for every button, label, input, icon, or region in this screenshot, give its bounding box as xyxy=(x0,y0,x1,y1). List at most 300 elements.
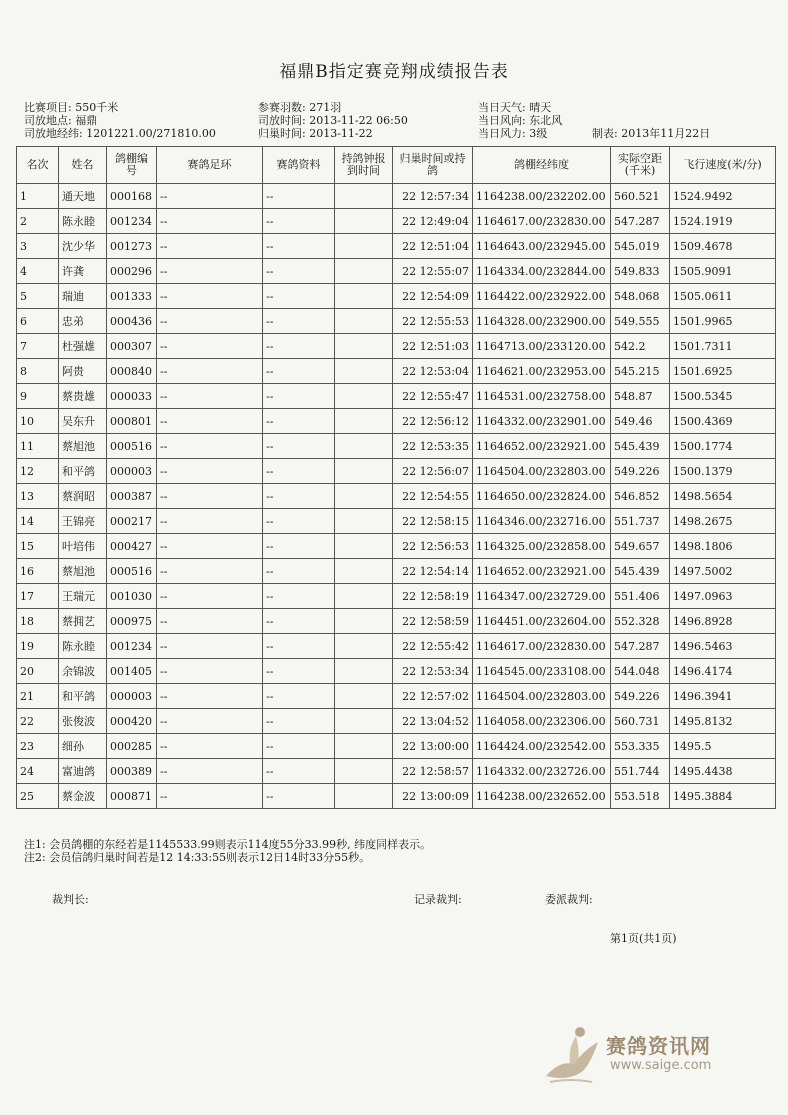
cell-clock-time xyxy=(335,559,393,584)
cell-coordinates: 1164422.00/232922.00 xyxy=(473,284,611,309)
cell-pigeon-data: -- xyxy=(263,459,335,484)
table-row xyxy=(17,209,776,234)
race-info-col1 xyxy=(24,101,216,140)
cell-ring: -- xyxy=(157,284,263,309)
cell-ring: -- xyxy=(157,584,263,609)
cell-loft-id: 000285 xyxy=(107,734,157,759)
cell-loft-id: 001234 xyxy=(107,209,157,234)
cell-rank: 19 xyxy=(17,634,59,659)
notes xyxy=(24,838,431,864)
cell-clock-time xyxy=(335,659,393,684)
header-distance: 实际空距(千米) xyxy=(611,147,670,184)
appointed-referee-label: 委派裁判: xyxy=(545,893,593,906)
cell-name: 杜强雄 xyxy=(59,334,107,359)
cell-pigeon-data: -- xyxy=(263,484,335,509)
cell-rank: 9 xyxy=(17,384,59,409)
cell-return-time: 22 12:58:57 xyxy=(393,759,473,784)
cell-ring: -- xyxy=(157,709,263,734)
cell-rank: 7 xyxy=(17,334,59,359)
cell-clock-time xyxy=(335,209,393,234)
cell-loft-id: 000003 xyxy=(107,684,157,709)
cell-clock-time xyxy=(335,534,393,559)
cell-rank: 15 xyxy=(17,534,59,559)
watermark-text: 赛鸽资讯网 xyxy=(606,1034,711,1058)
cell-pigeon-data: -- xyxy=(263,584,335,609)
cell-name: 细孙 xyxy=(59,734,107,759)
cell-speed: 1524.9492 xyxy=(670,184,776,209)
cell-pigeon-data: -- xyxy=(263,434,335,459)
cell-speed: 1501.7311 xyxy=(670,334,776,359)
cell-distance: 545.215 xyxy=(611,359,670,384)
cell-ring: -- xyxy=(157,659,263,684)
cell-loft-id: 001234 xyxy=(107,634,157,659)
cell-speed: 1496.4174 xyxy=(670,659,776,684)
cell-speed: 1500.4369 xyxy=(670,409,776,434)
cell-coordinates: 1164617.00/232830.00 xyxy=(473,634,611,659)
cell-ring: -- xyxy=(157,534,263,559)
cell-pigeon-data: -- xyxy=(263,709,335,734)
cell-loft-id: 000801 xyxy=(107,409,157,434)
cell-name: 许龚 xyxy=(59,259,107,284)
cell-coordinates: 1164451.00/232604.00 xyxy=(473,609,611,634)
cell-clock-time xyxy=(335,334,393,359)
cell-return-time: 22 12:55:47 xyxy=(393,384,473,409)
cell-loft-id: 000840 xyxy=(107,359,157,384)
return-date: 归巢时间: 2013-11-22 xyxy=(258,127,373,140)
cell-speed: 1495.4438 xyxy=(670,759,776,784)
cell-return-time: 22 13:04:52 xyxy=(393,709,473,734)
cell-coordinates: 1164346.00/232716.00 xyxy=(473,509,611,534)
cell-speed: 1497.5002 xyxy=(670,559,776,584)
cell-coordinates: 1164621.00/232953.00 xyxy=(473,359,611,384)
cell-loft-id: 001333 xyxy=(107,284,157,309)
cell-name: 蔡润昭 xyxy=(59,484,107,509)
cell-return-time: 22 12:49:04 xyxy=(393,209,473,234)
header-name: 姓名 xyxy=(59,147,107,184)
cell-ring: -- xyxy=(157,609,263,634)
cell-speed: 1495.3884 xyxy=(670,784,776,809)
cell-pigeon-data: -- xyxy=(263,759,335,784)
header-return-time: 归巢时间或持鸽 xyxy=(393,147,473,184)
cell-pigeon-data: -- xyxy=(263,659,335,684)
cell-rank: 16 xyxy=(17,559,59,584)
header-coordinates: 鸽棚经纬度 xyxy=(473,147,611,184)
cell-name: 沈少华 xyxy=(59,234,107,259)
cell-distance: 547.287 xyxy=(611,209,670,234)
cell-clock-time xyxy=(335,434,393,459)
cell-distance: 549.555 xyxy=(611,309,670,334)
cell-clock-time xyxy=(335,359,393,384)
cell-speed: 1501.9965 xyxy=(670,309,776,334)
cell-distance: 553.335 xyxy=(611,734,670,759)
cell-coordinates: 1164652.00/232921.00 xyxy=(473,559,611,584)
cell-pigeon-data: -- xyxy=(263,184,335,209)
cell-clock-time xyxy=(335,284,393,309)
cell-loft-id: 000307 xyxy=(107,334,157,359)
cell-distance: 545.019 xyxy=(611,234,670,259)
table-header-row xyxy=(17,147,776,184)
cell-pigeon-data: -- xyxy=(263,259,335,284)
cell-name: 陈永睦 xyxy=(59,209,107,234)
cell-clock-time xyxy=(335,384,393,409)
cell-name: 蔡贵雄 xyxy=(59,384,107,409)
cell-rank: 24 xyxy=(17,759,59,784)
cell-coordinates: 1164328.00/232900.00 xyxy=(473,309,611,334)
cell-clock-time xyxy=(335,584,393,609)
cell-distance: 551.744 xyxy=(611,759,670,784)
table-row xyxy=(17,309,776,334)
table-row xyxy=(17,334,776,359)
cell-pigeon-data: -- xyxy=(263,209,335,234)
cell-loft-id: 000516 xyxy=(107,434,157,459)
cell-name: 蔡旭池 xyxy=(59,434,107,459)
weather: 当日天气: 晴天 xyxy=(478,101,552,114)
cell-name: 吴东升 xyxy=(59,409,107,434)
header-pigeon-data: 赛鸽资料 xyxy=(263,147,335,184)
cell-clock-time xyxy=(335,309,393,334)
cell-distance: 548.068 xyxy=(611,284,670,309)
header-rank: 名次 xyxy=(17,147,59,184)
cell-rank: 5 xyxy=(17,284,59,309)
cell-coordinates: 1164531.00/232758.00 xyxy=(473,384,611,409)
cell-rank: 23 xyxy=(17,734,59,759)
cell-coordinates: 1164325.00/232858.00 xyxy=(473,534,611,559)
cell-distance: 544.048 xyxy=(611,659,670,684)
cell-coordinates: 1164332.00/232726.00 xyxy=(473,759,611,784)
cell-ring: -- xyxy=(157,559,263,584)
cell-coordinates: 1164504.00/232803.00 xyxy=(473,684,611,709)
cell-ring: -- xyxy=(157,734,263,759)
cell-pigeon-data: -- xyxy=(263,334,335,359)
cell-coordinates: 1164238.00/232652.00 xyxy=(473,784,611,809)
race-info-col2 xyxy=(258,101,408,140)
cell-loft-id: 000003 xyxy=(107,459,157,484)
release-coordinates: 司放地经纬: 1201221.00/271810.00 xyxy=(24,127,216,140)
cell-name: 和平鸽 xyxy=(59,684,107,709)
cell-return-time: 22 12:58:15 xyxy=(393,509,473,534)
cell-distance: 542.2 xyxy=(611,334,670,359)
table-row xyxy=(17,684,776,709)
cell-clock-time xyxy=(335,234,393,259)
cell-pigeon-data: -- xyxy=(263,559,335,584)
page-number: 第1页(共1页) xyxy=(610,932,677,945)
cell-return-time: 22 12:56:12 xyxy=(393,409,473,434)
cell-pigeon-data: -- xyxy=(263,534,335,559)
race-info-col3 xyxy=(478,101,562,140)
cell-coordinates: 1164713.00/233120.00 xyxy=(473,334,611,359)
cell-speed: 1496.8928 xyxy=(670,609,776,634)
table-row xyxy=(17,509,776,534)
cell-clock-time xyxy=(335,609,393,634)
cell-ring: -- xyxy=(157,209,263,234)
cell-clock-time xyxy=(335,734,393,759)
cell-distance: 549.226 xyxy=(611,459,670,484)
table-row xyxy=(17,484,776,509)
cell-ring: -- xyxy=(157,759,263,784)
cell-speed: 1500.1379 xyxy=(670,459,776,484)
cell-pigeon-data: -- xyxy=(263,784,335,809)
cell-name: 余锦波 xyxy=(59,659,107,684)
cell-ring: -- xyxy=(157,234,263,259)
cell-distance: 551.737 xyxy=(611,509,670,534)
cell-return-time: 22 12:58:19 xyxy=(393,584,473,609)
entry-count: 参赛羽数: 271羽 xyxy=(258,101,342,114)
cell-name: 张俊波 xyxy=(59,709,107,734)
cell-return-time: 22 12:57:34 xyxy=(393,184,473,209)
cell-return-time: 22 12:51:04 xyxy=(393,234,473,259)
cell-speed: 1495.8132 xyxy=(670,709,776,734)
cell-rank: 14 xyxy=(17,509,59,534)
table-row xyxy=(17,559,776,584)
cell-ring: -- xyxy=(157,409,263,434)
cell-distance: 545.439 xyxy=(611,434,670,459)
table-row xyxy=(17,534,776,559)
wind-force: 当日风力: 3级 xyxy=(478,127,548,140)
table-row xyxy=(17,409,776,434)
header-ring: 赛鸽足环 xyxy=(157,147,263,184)
cell-rank: 12 xyxy=(17,459,59,484)
cell-name: 通天地 xyxy=(59,184,107,209)
cell-ring: -- xyxy=(157,309,263,334)
cell-return-time: 22 12:55:07 xyxy=(393,259,473,284)
cell-loft-id: 000217 xyxy=(107,509,157,534)
cell-ring: -- xyxy=(157,184,263,209)
cell-pigeon-data: -- xyxy=(263,409,335,434)
cell-pigeon-data: -- xyxy=(263,609,335,634)
header-speed: 飞行速度(米/分) xyxy=(670,147,776,184)
cell-return-time: 22 13:00:00 xyxy=(393,734,473,759)
table-row xyxy=(17,459,776,484)
cell-clock-time xyxy=(335,509,393,534)
cell-name: 忠弟 xyxy=(59,309,107,334)
cell-return-time: 22 12:53:34 xyxy=(393,659,473,684)
release-location: 司放地点: 福鼎 xyxy=(24,114,98,127)
cell-coordinates: 1164058.00/232306.00 xyxy=(473,709,611,734)
cell-speed: 1500.1774 xyxy=(670,434,776,459)
cell-return-time: 22 12:53:35 xyxy=(393,434,473,459)
cell-loft-id: 000168 xyxy=(107,184,157,209)
cell-speed: 1505.9091 xyxy=(670,259,776,284)
cell-speed: 1498.1806 xyxy=(670,534,776,559)
cell-loft-id: 000033 xyxy=(107,384,157,409)
chief-referee-label: 裁判长: xyxy=(52,893,89,906)
page-title: 福鼎B指定赛竞翔成绩报告表 xyxy=(279,62,509,82)
cell-distance: 548.87 xyxy=(611,384,670,409)
cell-loft-id: 000436 xyxy=(107,309,157,334)
cell-ring: -- xyxy=(157,259,263,284)
cell-return-time: 22 12:54:14 xyxy=(393,559,473,584)
cell-clock-time xyxy=(335,634,393,659)
cell-clock-time xyxy=(335,484,393,509)
cell-distance: 545.439 xyxy=(611,559,670,584)
cell-pigeon-data: -- xyxy=(263,384,335,409)
table-row xyxy=(17,659,776,684)
cell-loft-id: 001405 xyxy=(107,659,157,684)
cell-speed: 1509.4678 xyxy=(670,234,776,259)
cell-rank: 3 xyxy=(17,234,59,259)
cell-return-time: 22 12:57:02 xyxy=(393,684,473,709)
cell-distance: 549.833 xyxy=(611,259,670,284)
cell-loft-id: 000427 xyxy=(107,534,157,559)
watermark xyxy=(540,1020,760,1100)
cell-pigeon-data: -- xyxy=(263,309,335,334)
cell-loft-id: 000387 xyxy=(107,484,157,509)
cell-coordinates: 1164617.00/232830.00 xyxy=(473,209,611,234)
wind-direction: 当日风向: 东北风 xyxy=(478,114,563,127)
cell-coordinates: 1164652.00/232921.00 xyxy=(473,434,611,459)
cell-name: 陈永睦 xyxy=(59,634,107,659)
cell-speed: 1501.6925 xyxy=(670,359,776,384)
cell-name: 蔡旭池 xyxy=(59,559,107,584)
cell-rank: 25 xyxy=(17,784,59,809)
cell-coordinates: 1164545.00/233108.00 xyxy=(473,659,611,684)
cell-rank: 1 xyxy=(17,184,59,209)
cell-return-time: 22 12:51:03 xyxy=(393,334,473,359)
cell-distance: 546.852 xyxy=(611,484,670,509)
table-row xyxy=(17,284,776,309)
table-row xyxy=(17,609,776,634)
table-row xyxy=(17,734,776,759)
cell-pigeon-data: -- xyxy=(263,359,335,384)
cell-rank: 17 xyxy=(17,584,59,609)
cell-coordinates: 1164334.00/232844.00 xyxy=(473,259,611,284)
cell-return-time: 22 12:58:59 xyxy=(393,609,473,634)
cell-ring: -- xyxy=(157,784,263,809)
cell-ring: -- xyxy=(157,509,263,534)
cell-clock-time xyxy=(335,684,393,709)
cell-distance: 547.287 xyxy=(611,634,670,659)
cell-clock-time xyxy=(335,759,393,784)
cell-distance: 549.657 xyxy=(611,534,670,559)
cell-coordinates: 1164643.00/232945.00 xyxy=(473,234,611,259)
cell-ring: -- xyxy=(157,484,263,509)
table-row xyxy=(17,384,776,409)
cell-speed: 1497.0963 xyxy=(670,584,776,609)
results-table xyxy=(16,146,776,809)
cell-name: 叶培伟 xyxy=(59,534,107,559)
cell-speed: 1498.5654 xyxy=(670,484,776,509)
cell-distance: 560.731 xyxy=(611,709,670,734)
cell-coordinates: 1164504.00/232803.00 xyxy=(473,459,611,484)
cell-distance: 549.46 xyxy=(611,409,670,434)
cell-clock-time xyxy=(335,784,393,809)
cell-clock-time xyxy=(335,409,393,434)
cell-clock-time xyxy=(335,259,393,284)
cell-coordinates: 1164332.00/232901.00 xyxy=(473,409,611,434)
cell-rank: 20 xyxy=(17,659,59,684)
table-row xyxy=(17,709,776,734)
cell-pigeon-data: -- xyxy=(263,509,335,534)
cell-loft-id: 000516 xyxy=(107,559,157,584)
cell-pigeon-data: -- xyxy=(263,284,335,309)
cell-return-time: 22 12:54:09 xyxy=(393,284,473,309)
note-1: 注1: 会员鸽棚的东经若是1145533.99则表示114度55分33.99秒, 纬度同样表示。 xyxy=(24,838,432,851)
cell-loft-id: 000871 xyxy=(107,784,157,809)
release-time: 司放时间: 2013-11-22 06:50 xyxy=(258,114,408,127)
watermark-url: www.saige.com xyxy=(610,1058,712,1073)
header-clock-time: 持鸽钟报到时间 xyxy=(335,147,393,184)
cell-rank: 6 xyxy=(17,309,59,334)
cell-rank: 13 xyxy=(17,484,59,509)
cell-coordinates: 1164650.00/232824.00 xyxy=(473,484,611,509)
cell-name: 王瑞元 xyxy=(59,584,107,609)
cell-distance: 551.406 xyxy=(611,584,670,609)
cell-rank: 10 xyxy=(17,409,59,434)
cell-name: 蔡金波 xyxy=(59,784,107,809)
cell-return-time: 22 12:55:53 xyxy=(393,309,473,334)
made-date: 制表: 2013年11月22日 xyxy=(592,127,711,140)
table-row xyxy=(17,784,776,809)
cell-rank: 2 xyxy=(17,209,59,234)
recorder-referee-label: 记录裁判: xyxy=(414,893,462,906)
cell-loft-id: 001030 xyxy=(107,584,157,609)
cell-coordinates: 1164347.00/232729.00 xyxy=(473,584,611,609)
cell-pigeon-data: -- xyxy=(263,234,335,259)
cell-speed: 1496.3941 xyxy=(670,684,776,709)
cell-rank: 18 xyxy=(17,609,59,634)
cell-ring: -- xyxy=(157,684,263,709)
header-loft-id: 鸽棚编号 xyxy=(107,147,157,184)
cell-coordinates: 1164238.00/232202.00 xyxy=(473,184,611,209)
cell-return-time: 22 12:56:53 xyxy=(393,534,473,559)
cell-clock-time xyxy=(335,459,393,484)
cell-ring: -- xyxy=(157,359,263,384)
cell-loft-id: 000420 xyxy=(107,709,157,734)
cell-return-time: 22 12:56:07 xyxy=(393,459,473,484)
table-row xyxy=(17,184,776,209)
cell-name: 王锦亮 xyxy=(59,509,107,534)
table-body xyxy=(17,184,776,809)
cell-loft-id: 001273 xyxy=(107,234,157,259)
cell-ring: -- xyxy=(157,434,263,459)
cell-pigeon-data: -- xyxy=(263,634,335,659)
cell-return-time: 22 12:55:42 xyxy=(393,634,473,659)
cell-speed: 1500.5345 xyxy=(670,384,776,409)
cell-loft-id: 000389 xyxy=(107,759,157,784)
cell-clock-time xyxy=(335,184,393,209)
cell-name: 富迪鸽 xyxy=(59,759,107,784)
cell-speed: 1505.0611 xyxy=(670,284,776,309)
cell-speed: 1496.5463 xyxy=(670,634,776,659)
cell-return-time: 22 12:53:04 xyxy=(393,359,473,384)
cell-distance: 549.226 xyxy=(611,684,670,709)
cell-rank: 4 xyxy=(17,259,59,284)
cell-speed: 1495.5 xyxy=(670,734,776,759)
cell-ring: -- xyxy=(157,634,263,659)
cell-rank: 22 xyxy=(17,709,59,734)
cell-speed: 1498.2675 xyxy=(670,509,776,534)
pigeon-logo-icon xyxy=(540,1020,604,1090)
race-distance: 比赛项目: 550千米 xyxy=(24,101,119,114)
cell-rank: 11 xyxy=(17,434,59,459)
table-row xyxy=(17,259,776,284)
note-2: 注2: 会员信鸽归巢时间若是12 14:33:55则表示12日14时33分55秒。 xyxy=(24,851,371,864)
cell-distance: 553.518 xyxy=(611,784,670,809)
cell-ring: -- xyxy=(157,459,263,484)
table-row xyxy=(17,359,776,384)
cell-distance: 560.521 xyxy=(611,184,670,209)
cell-ring: -- xyxy=(157,384,263,409)
cell-name: 阿贵 xyxy=(59,359,107,384)
table-row xyxy=(17,634,776,659)
cell-speed: 1524.1919 xyxy=(670,209,776,234)
table-row xyxy=(17,434,776,459)
cell-rank: 21 xyxy=(17,684,59,709)
cell-name: 蔡拥艺 xyxy=(59,609,107,634)
cell-rank: 8 xyxy=(17,359,59,384)
cell-name: 瑞迪 xyxy=(59,284,107,309)
cell-loft-id: 000296 xyxy=(107,259,157,284)
